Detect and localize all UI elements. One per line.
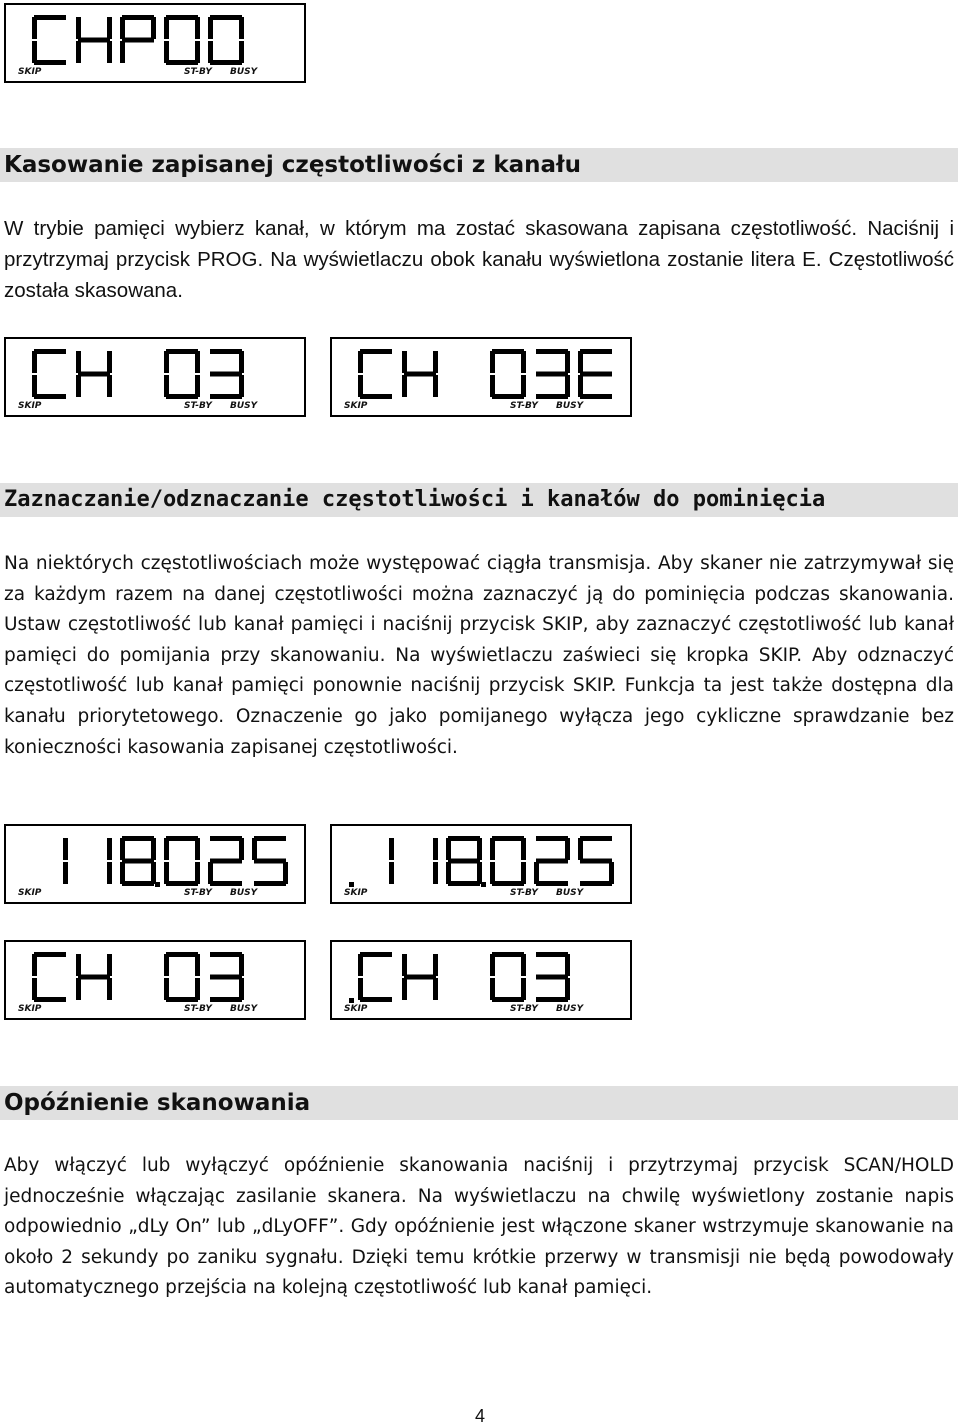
busy-indicator: BUSY <box>556 888 584 898</box>
lcd-segment <box>358 375 363 397</box>
lcd-segment <box>210 881 242 886</box>
lcd-segment <box>34 15 66 20</box>
lcd-segment <box>164 41 169 63</box>
busy-indicator: BUSY <box>230 1004 258 1014</box>
lcd-segment <box>433 954 438 976</box>
lcd-segment <box>166 836 198 841</box>
lcd-segment <box>433 978 438 1000</box>
lcd-segment <box>404 975 436 980</box>
lcd-segment <box>76 375 81 397</box>
lcd-segment <box>360 997 392 1002</box>
lcd-segment <box>164 17 169 39</box>
lcd-segment <box>254 881 286 886</box>
lcd-display <box>4 337 306 417</box>
lcd-segment <box>536 372 568 377</box>
lcd-segment <box>580 349 612 354</box>
lcd-segment <box>210 15 242 20</box>
lcd-segment <box>239 978 244 1000</box>
lcd-segment <box>195 838 200 860</box>
lcd-display <box>4 940 306 1020</box>
lcd-segment <box>63 838 68 860</box>
lcd-digits <box>332 942 630 1018</box>
lcd-segment <box>120 41 125 63</box>
lcd-digits <box>6 942 304 1018</box>
lcd-segment <box>565 351 570 373</box>
lcd-segment <box>565 838 570 860</box>
lcd-segment <box>448 836 480 841</box>
lcd-segment <box>208 862 213 884</box>
lcd-segment <box>349 998 354 1003</box>
lcd-segment <box>239 375 244 397</box>
lcd-display <box>4 3 306 83</box>
lcd-segment <box>490 838 495 860</box>
standby-indicator: ST-BY <box>510 401 538 411</box>
lcd-segment <box>402 978 407 1000</box>
lcd-segment <box>34 60 66 65</box>
page-number: 4 <box>474 1406 485 1426</box>
standby-indicator: ST-BY <box>510 1004 538 1014</box>
lcd-segment <box>120 862 125 884</box>
busy-indicator: BUSY <box>556 1004 584 1014</box>
lcd-segment <box>521 978 526 1000</box>
lcd-segment <box>565 978 570 1000</box>
lcd-segment <box>208 41 213 63</box>
section-text-delay: Aby włączyć lub wyłączyć opóźnienie skanowania naciśnij i przytrzymaj przycisk SCAN/HOLD jednocześnie włączając zasilanie skanera. Na wyświetlaczu na chwilę wyświetlony zostanie napis odpowiednio „dLy On” lub „dLyOFF”. Gdy opóźnienie jest włączone skaner wstrzymuje skanowanie na około 2 sekundy po zaniku sygnału. Dzięki temu krótkie przerwy w transmisji nie będą powodowały automatycznego przejścia na kolejną częstotliwość lub kanał pamięci. <box>4 1155 954 1299</box>
lcd-segment <box>164 838 169 860</box>
lcd-segment <box>210 997 242 1002</box>
lcd-digits <box>6 5 304 81</box>
lcd-segment <box>32 17 37 39</box>
lcd-display <box>330 337 632 417</box>
lcd-segment <box>389 862 394 884</box>
lcd-display <box>4 824 306 904</box>
busy-indicator: BUSY <box>230 67 258 77</box>
lcd-segment <box>32 41 37 63</box>
lcd-segment <box>521 954 526 976</box>
lcd-segment <box>239 351 244 373</box>
lcd-digits <box>332 339 630 415</box>
lcd-segment <box>578 375 583 397</box>
lcd-segment <box>446 862 451 884</box>
lcd-segment <box>448 859 480 864</box>
lcd-segment <box>521 862 526 884</box>
lcd-segment <box>580 836 612 841</box>
lcd-segment <box>155 882 160 887</box>
lcd-segment <box>477 838 482 860</box>
lcd-segment <box>107 978 112 1000</box>
skip-indicator: SKIP <box>18 67 42 77</box>
lcd-segment <box>195 17 200 39</box>
lcd-segment <box>120 17 125 39</box>
lcd-segment <box>404 372 436 377</box>
lcd-segment <box>78 372 110 377</box>
lcd-segment <box>151 838 156 860</box>
lcd-segment <box>76 17 81 39</box>
lcd-segment <box>492 349 524 354</box>
lcd-segment <box>433 838 438 860</box>
lcd-display <box>330 824 632 904</box>
lcd-segment <box>360 394 392 399</box>
lcd-segment <box>521 351 526 373</box>
lcd-segment <box>536 975 568 980</box>
lcd-segment <box>164 954 169 976</box>
lcd-digits <box>6 826 304 902</box>
lcd-segment <box>210 859 242 864</box>
lcd-segment <box>34 997 66 1002</box>
lcd-segment <box>433 351 438 373</box>
lcd-segment <box>107 41 112 63</box>
lcd-segment <box>164 375 169 397</box>
lcd-digits <box>6 339 304 415</box>
lcd-segment <box>402 351 407 373</box>
lcd-segment <box>492 881 524 886</box>
lcd-segment <box>521 375 526 397</box>
lcd-segment <box>358 351 363 373</box>
lcd-segment <box>107 351 112 373</box>
lcd-segment <box>536 881 568 886</box>
standby-indicator: ST-BY <box>184 67 212 77</box>
lcd-segment <box>402 954 407 976</box>
lcd-segment <box>448 881 480 886</box>
lcd-segment <box>490 375 495 397</box>
lcd-segment <box>536 349 568 354</box>
lcd-segment <box>283 862 288 884</box>
lcd-segment <box>492 952 524 957</box>
lcd-segment <box>490 978 495 1000</box>
lcd-segment <box>78 38 110 43</box>
lcd-segment <box>446 838 451 860</box>
lcd-segment <box>254 859 286 864</box>
lcd-segment <box>239 838 244 860</box>
section-text-skip: Na niektórych częstotliwościach może występować ciągła transmisja. Aby skaner nie zatrzymywał się za każdym razem na danej częstotliwości można zaznaczyć ją do pominięcia podczas skanowania. Ustaw częstotliwość lub kanał pamięci i naciśnij przycisk SKIP, aby zaznaczyć częstotliwość lub kanał pamięci do pomijania przy skanowaniu. Na wyświetlaczu zaświeci się kropka SKIP. Aby odznaczyć częstotliwość lub kanał pamięci ponownie naciśnij przycisk SKIP. Funkcja ta jest także dostępna dla kanału priorytetowego. Oznaczenie go jako pomijanego wyłącza jego cykliczne sprawdzanie bez konieczności kasowania zapisanej częstotliwości. <box>4 553 954 758</box>
lcd-segment <box>210 372 242 377</box>
lcd-segment <box>166 15 198 20</box>
skip-indicator: SKIP <box>344 888 368 898</box>
lcd-segment <box>151 862 156 884</box>
lcd-segment <box>63 862 68 884</box>
lcd-segment <box>122 15 154 20</box>
lcd-segment <box>580 372 612 377</box>
lcd-segment <box>107 862 112 884</box>
lcd-segment <box>122 836 154 841</box>
lcd-segment <box>76 978 81 1000</box>
skip-indicator: SKIP <box>344 401 368 411</box>
lcd-segment <box>565 375 570 397</box>
lcd-segment <box>536 394 568 399</box>
lcd-segment <box>195 351 200 373</box>
lcd-segment <box>166 60 198 65</box>
skip-indicator: SKIP <box>18 401 42 411</box>
lcd-segment <box>208 17 213 39</box>
skip-indicator: SKIP <box>18 888 42 898</box>
lcd-segment <box>164 862 169 884</box>
lcd-segment <box>565 954 570 976</box>
lcd-segment <box>358 954 363 976</box>
lcd-segment <box>490 351 495 373</box>
lcd-segment <box>580 859 612 864</box>
lcd-segment <box>254 836 286 841</box>
lcd-segment <box>402 375 407 397</box>
lcd-segment <box>210 952 242 957</box>
busy-indicator: BUSY <box>230 401 258 411</box>
lcd-segment <box>76 41 81 63</box>
lcd-segment <box>433 375 438 397</box>
standby-indicator: ST-BY <box>510 888 538 898</box>
lcd-segment <box>492 836 524 841</box>
section-text-delete: W trybie pamięci wybierz kanał, w którym ma zostać skasowana zapisana częstotliwość. Naciśnij i przytrzymaj przycisk PROG. Na wyświetlaczu obok kanału wyświetlona zostanie litera E. Częstotliwość została skasowana. <box>4 217 954 302</box>
lcd-segment <box>536 952 568 957</box>
lcd-segment <box>210 60 242 65</box>
lcd-segment <box>490 954 495 976</box>
section-title-delay: Opóźnienie skanowania <box>0 1086 958 1120</box>
lcd-segment <box>122 38 154 43</box>
lcd-segment <box>195 978 200 1000</box>
lcd-segment <box>34 349 66 354</box>
lcd-segment <box>536 836 568 841</box>
lcd-segment <box>490 862 495 884</box>
skip-indicator: SKIP <box>344 1004 368 1014</box>
lcd-segment <box>578 351 583 373</box>
busy-indicator: BUSY <box>230 888 258 898</box>
lcd-segment <box>122 859 154 864</box>
lcd-segment <box>239 41 244 63</box>
lcd-segment <box>210 349 242 354</box>
skip-indicator: SKIP <box>18 1004 42 1014</box>
lcd-segment <box>239 954 244 976</box>
lcd-segment <box>349 882 354 887</box>
lcd-segment <box>195 862 200 884</box>
section-title-skip: Zaznaczanie/odznaczanie częstotliwości i kanałów do pominięcia <box>0 483 958 517</box>
lcd-segment <box>477 862 482 884</box>
lcd-segment <box>34 952 66 957</box>
lcd-segment <box>164 351 169 373</box>
lcd-segment <box>195 954 200 976</box>
standby-indicator: ST-BY <box>184 1004 212 1014</box>
lcd-segment <box>578 838 583 860</box>
lcd-segment <box>164 978 169 1000</box>
lcd-segment <box>536 859 568 864</box>
lcd-segment <box>166 394 198 399</box>
lcd-segment <box>534 862 539 884</box>
lcd-segment <box>580 394 612 399</box>
lcd-segment <box>166 952 198 957</box>
lcd-segment <box>78 975 110 980</box>
lcd-segment <box>536 997 568 1002</box>
lcd-segment <box>389 838 394 860</box>
lcd-segment <box>252 838 257 860</box>
lcd-segment <box>358 978 363 1000</box>
lcd-segment <box>492 394 524 399</box>
lcd-digits <box>332 826 630 902</box>
lcd-segment <box>32 351 37 373</box>
lcd-segment <box>120 838 125 860</box>
lcd-segment <box>32 978 37 1000</box>
lcd-segment <box>210 975 242 980</box>
lcd-segment <box>580 881 612 886</box>
lcd-segment <box>521 838 526 860</box>
lcd-segment <box>195 41 200 63</box>
lcd-segment <box>32 375 37 397</box>
lcd-segment <box>166 997 198 1002</box>
lcd-segment <box>107 954 112 976</box>
lcd-segment <box>210 836 242 841</box>
lcd-segment <box>107 17 112 39</box>
lcd-segment <box>609 862 614 884</box>
standby-indicator: ST-BY <box>184 401 212 411</box>
lcd-segment <box>151 17 156 39</box>
standby-indicator: ST-BY <box>184 888 212 898</box>
lcd-segment <box>239 17 244 39</box>
lcd-display <box>330 940 632 1020</box>
lcd-segment <box>107 838 112 860</box>
lcd-segment <box>195 375 200 397</box>
lcd-segment <box>492 997 524 1002</box>
lcd-segment <box>360 349 392 354</box>
section-title-delete: Kasowanie zapisanej częstotliwości z kanału <box>0 148 958 182</box>
lcd-segment <box>166 881 198 886</box>
busy-indicator: BUSY <box>556 401 584 411</box>
lcd-segment <box>210 394 242 399</box>
lcd-segment <box>122 881 154 886</box>
lcd-segment <box>32 954 37 976</box>
lcd-segment <box>360 952 392 957</box>
lcd-segment <box>481 882 486 887</box>
lcd-segment <box>34 394 66 399</box>
lcd-segment <box>76 954 81 976</box>
lcd-segment <box>166 349 198 354</box>
lcd-segment <box>107 375 112 397</box>
lcd-segment <box>433 862 438 884</box>
lcd-segment <box>76 351 81 373</box>
